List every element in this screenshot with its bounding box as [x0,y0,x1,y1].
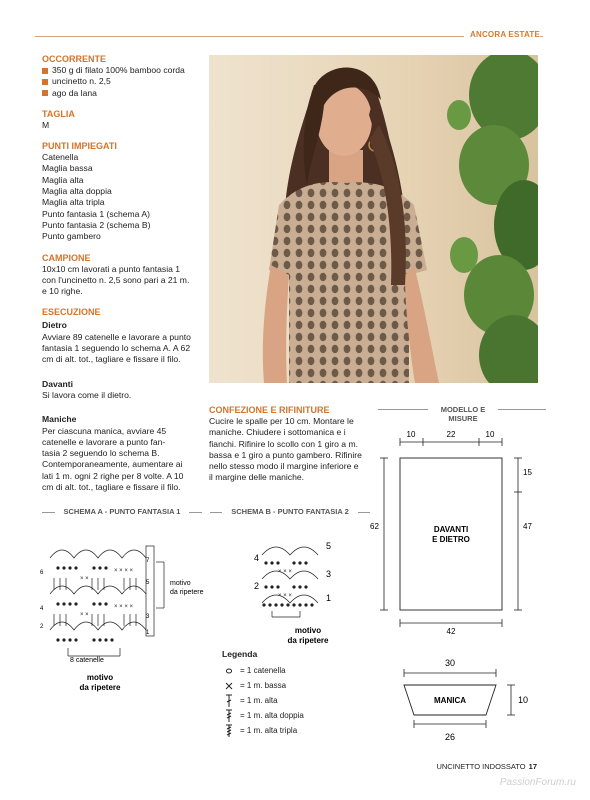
schema-b-row-right: 1 [326,593,332,603]
svg-text:× ×: × × [80,612,89,618]
page-footer [436,762,537,771]
schema-a-row-right: 3 [146,614,150,620]
svg-text:× × × ×: × × × × [114,568,134,574]
campione-line: e 10 righe. [42,286,83,297]
confezione-line: fianchi. Rifinire lo scollo con 1 giro a m. [209,438,359,449]
dim-right-top: 15 [523,468,532,477]
esecuzione-heading: ESECUZIONE [42,307,101,318]
maniche-line: lati 1 m. ogni 2 righe per 8 volte. A 10 [42,470,184,481]
schema-b-row-left: 2 [254,581,260,591]
davanti-line: Si lavora come il dietro. [42,389,132,400]
schema-a-row-right: 5 [146,580,150,586]
legend [222,649,382,738]
maniche-line: Contemporaneamente, aumentare ai [42,459,183,470]
confezione-line: Cucire le spalle per 10 cm. Montare le [209,416,354,426]
punti-heading: PUNTI IMPIEGATI [42,141,117,152]
triple-treble-icon [222,724,236,738]
material-item: uncinetto n. 2,5 [42,76,200,87]
dim-left-height: 62 [370,522,379,531]
occorrente-heading: OCCORRENTE [42,54,107,64]
maniche-heading: Maniche [42,414,77,425]
sleeve-height: 10 [518,695,529,705]
schema-b-row-right: 5 [326,541,332,551]
svg-text:× × ×: × × × [278,569,292,575]
single-crochet-icon [222,682,236,690]
schema-b-title: SCHEMA B - PUNTO FANTASIA 2 [222,507,358,516]
schema-a-chart [38,532,208,702]
maniche-line: cm di alt. tot., tagliare e fissare il filo. [42,482,181,493]
bullet-square-icon [42,90,48,96]
sleeve-top: 30 [444,658,456,668]
dim-top-mid: 22 [446,430,456,439]
maniche-line: tasia 2 seguendo lo schema B. [42,448,160,459]
magazine-name: UNCINETTO INDOSSATO [436,762,526,771]
confezione-line: bassa e 1 giro a punto gambero. Rifinire [209,449,362,460]
campione-line: con l'uncinetto n. 2,5 sono pari a 21 m. [42,274,190,285]
sleeve-label: MANICA [434,696,466,705]
legend-item: = 1 m. alta [222,693,382,708]
schema-b-bottom-2: da ripetere [287,636,329,645]
left-column [42,54,200,493]
stitch-item: Punto gambero [42,231,101,242]
confezione-line: maniche. Chiudere i sottomanica e i [209,427,346,438]
single-crochet-marks [80,568,134,618]
schema-b-bottom-1: motivo [294,626,322,635]
stitch-item: Punto fantasia 2 (schema B) [42,219,151,230]
schema-b-row-right: 3 [326,569,332,579]
watermark: PassionForum.ru [499,777,576,788]
body-outline [400,458,502,610]
svg-text:× × × ×: × × × × [114,604,134,610]
dietro-line: Avviare 89 catenelle e lavorare a punto [42,331,191,342]
taglia-heading: TAGLIA [42,108,75,119]
legend-item: = 1 m. bassa [222,678,382,693]
svg-text:× × ×: × × × [278,593,292,599]
confezione-block [209,405,369,484]
davanti-heading: Davanti [42,378,74,389]
modello-heading: MODELLO E MISURE [428,405,498,423]
schema-a-row-right: 7 [146,558,150,564]
treble-crochet-icon [222,709,236,723]
legend-item: = 1 catenella [222,663,382,678]
schema-a-row-right: 1 [146,630,150,636]
stitch-item: Maglia alta tripla [42,197,105,208]
stitch-item: Maglia alta [42,174,84,185]
material-item: 350 g di filato 100% bamboo corda [42,65,200,76]
stitch-item: Punto fantasia 1 (schema A) [42,208,150,219]
svg-text:× ×: × × [80,576,89,582]
campione-heading: CAMPIONE [42,252,91,263]
schema-b-chart [248,535,348,650]
maniche-line: Per ciascuna manica, avviare 45 [42,425,167,436]
confezione-heading: CONFEZIONE E RIFINITURE [209,405,330,415]
confezione-line: nello stesso modo il margine inferiore e [209,461,359,472]
schema-a-row-left: 4 [40,606,44,612]
maniche-line: catenelle e lavorare a punto fan- [42,436,166,447]
schema-a-motif-2: da ripetere [170,589,204,596]
stitch-item: Maglia alta doppia [42,186,112,197]
dim-top-left: 10 [406,430,416,439]
double-crochet-icon [222,694,236,708]
legend-title: Legenda [222,649,258,659]
stitch-item: Catenella [42,152,79,163]
measurement-diagram [370,420,560,750]
stitch-item: Maglia bassa [42,163,93,174]
schema-a-bottom-1: motivo [86,673,114,682]
schema-a-row-left: 2 [40,624,44,630]
model-photo-illustration [209,55,538,383]
dietro-heading: Dietro [42,320,67,331]
dim-right-body: 47 [523,522,532,531]
section-title: ANCORA ESTATE [464,30,540,39]
schema-a-bottom-2: da ripetere [79,683,121,692]
bullet-square-icon [42,79,48,85]
material-item: ago da lana [42,88,200,99]
legend-item: = 1 m. alta doppia [222,708,382,723]
schema-a-motif-1: motivo [170,580,191,587]
page-number: 17 [528,762,537,771]
dietro-line: cm di alt. tot., tagliare e fissare il filo. [42,354,181,365]
tall-stitch-marks [54,578,136,626]
schema-a-repeat: 8 catenelle [70,657,104,664]
body-label-2: E DIETRO [432,535,470,544]
dietro-line: fantasia 1 seguendo lo schema A. A 62 [42,343,191,354]
sleeve-bottom: 26 [444,732,456,742]
dim-bottom: 42 [446,627,456,636]
schema-a-row-left: 6 [40,570,44,576]
legend-item: = 1 m. alta tripla [222,723,382,738]
bullet-square-icon [42,68,48,74]
body-label-1: DAVANTI [433,525,469,534]
confezione-line: il margine delle maniche. [209,472,305,483]
chain-stitch-icon [222,667,236,675]
dim-top-right: 10 [485,430,495,439]
schema-b-row-left: 4 [254,553,260,563]
model-photo [209,55,538,383]
taglia-value: M [42,119,50,130]
schema-a-title: SCHEMA A - PUNTO FANTASIA 1 [55,507,189,516]
campione-line: 10x10 cm lavorati a punto fantasia 1 [42,263,181,274]
